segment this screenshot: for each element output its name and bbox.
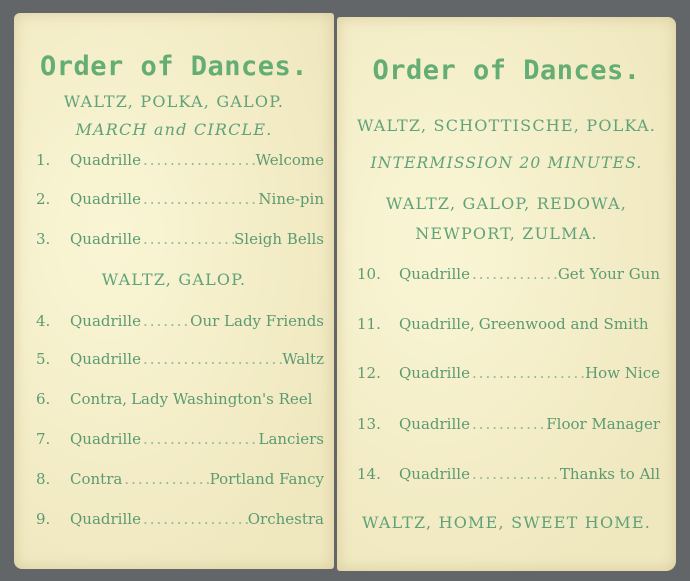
dot-leader (470, 465, 560, 483)
left-card-line2: MARCH and CIRCLE. (75, 120, 273, 139)
dance-tune: Waltz (282, 350, 324, 368)
dance-type: Quadrille (70, 230, 141, 248)
dance-tune: Lanciers (258, 430, 324, 448)
dance-item-4 (36, 312, 324, 330)
dance-type: Quadrille (399, 265, 470, 283)
dance-type: Quadrille (70, 430, 141, 448)
dot-leader (141, 230, 234, 248)
dance-number: 4. (36, 312, 51, 330)
dance-number: 13. (357, 415, 381, 433)
dance-number: 5. (36, 350, 51, 368)
dance-item-13 (357, 415, 660, 433)
right-dance-card (337, 17, 676, 571)
dot-leader (141, 430, 259, 448)
right-card-line2: WALTZ, GALOP, REDOWA, (385, 194, 628, 213)
intermission-notice: INTERMISSION 20 MINUTES. (370, 154, 643, 172)
dance-item-1 (36, 151, 324, 169)
right-card-line1: WALTZ, SCHOTTISCHE, POLKA. (356, 116, 657, 135)
dance-tune: Get Your Gun (557, 265, 660, 283)
dance-number: 11. (357, 315, 381, 333)
dance-type: Quadrille (399, 415, 470, 433)
dance-item-8 (36, 470, 324, 488)
dance-tune: Our Lady Friends (190, 312, 324, 330)
dance-type: Quadrille (70, 350, 141, 368)
dot-leader (470, 265, 558, 283)
dance-tune: Nine-pin (258, 190, 324, 208)
dance-number: 12. (357, 364, 381, 382)
left-card-interlude: WALTZ, GALOP. (101, 270, 247, 289)
dance-item-6 (36, 390, 324, 408)
dance-tune: How Nice (585, 364, 660, 382)
dance-type: Quadrille (70, 312, 141, 330)
dot-leader (141, 151, 256, 169)
dance-number: 9. (36, 510, 51, 528)
dance-tune: Floor Manager (546, 415, 660, 433)
dance-type: Quadrille, (399, 315, 475, 333)
right-card-line3: NEWPORT, ZULMA. (415, 224, 598, 243)
dot-leader (470, 364, 585, 382)
dance-item-5 (36, 350, 324, 368)
dot-leader (141, 510, 248, 528)
dance-item-11 (357, 315, 660, 333)
dance-type: Contra, (70, 390, 128, 408)
closing-line: WALTZ, HOME, SWEET HOME. (361, 513, 652, 532)
dance-number: 6. (36, 390, 51, 408)
dot-leader (141, 350, 282, 368)
dance-number: 10. (357, 265, 381, 283)
dot-leader (470, 415, 546, 433)
dance-tune: Portland Fancy (209, 470, 324, 488)
dance-tune: Orchestra (247, 510, 324, 528)
dance-item-3 (36, 230, 324, 248)
left-card-line1: WALTZ, POLKA, GALOP. (63, 92, 285, 111)
dance-type: Quadrille (70, 510, 141, 528)
dance-item-2 (36, 190, 324, 208)
dance-tune: Sleigh Bells (234, 230, 324, 248)
right-card-title: Order of Dances. (372, 55, 641, 86)
dance-item-14 (357, 465, 660, 483)
dance-type: Contra (70, 470, 123, 488)
left-dance-card (14, 13, 334, 569)
dance-item-12 (357, 364, 660, 382)
left-card-title: Order of Dances. (39, 51, 309, 82)
dance-number: 8. (36, 470, 51, 488)
dot-leader (141, 312, 190, 330)
dance-type: Quadrille (70, 151, 141, 169)
dance-number: 7. (36, 430, 51, 448)
dance-type: Quadrille (399, 364, 470, 382)
dance-type: Quadrille (399, 465, 470, 483)
dance-number: 2. (36, 190, 51, 208)
dance-number: 1. (36, 151, 51, 169)
dance-type: Quadrille (70, 190, 141, 208)
dance-item-7 (36, 430, 324, 448)
dance-item-9 (36, 510, 324, 528)
dance-tune: Lady Washington's Reel (131, 390, 313, 408)
dance-item-10 (357, 265, 660, 283)
dance-tune: Thanks to All (559, 465, 660, 483)
dot-leader (122, 470, 209, 488)
dance-number: 3. (36, 230, 51, 248)
dance-tune: Greenwood and Smith (478, 315, 649, 333)
dance-tune: Welcome (255, 151, 324, 169)
dot-leader (141, 190, 258, 208)
dance-number: 14. (357, 465, 381, 483)
